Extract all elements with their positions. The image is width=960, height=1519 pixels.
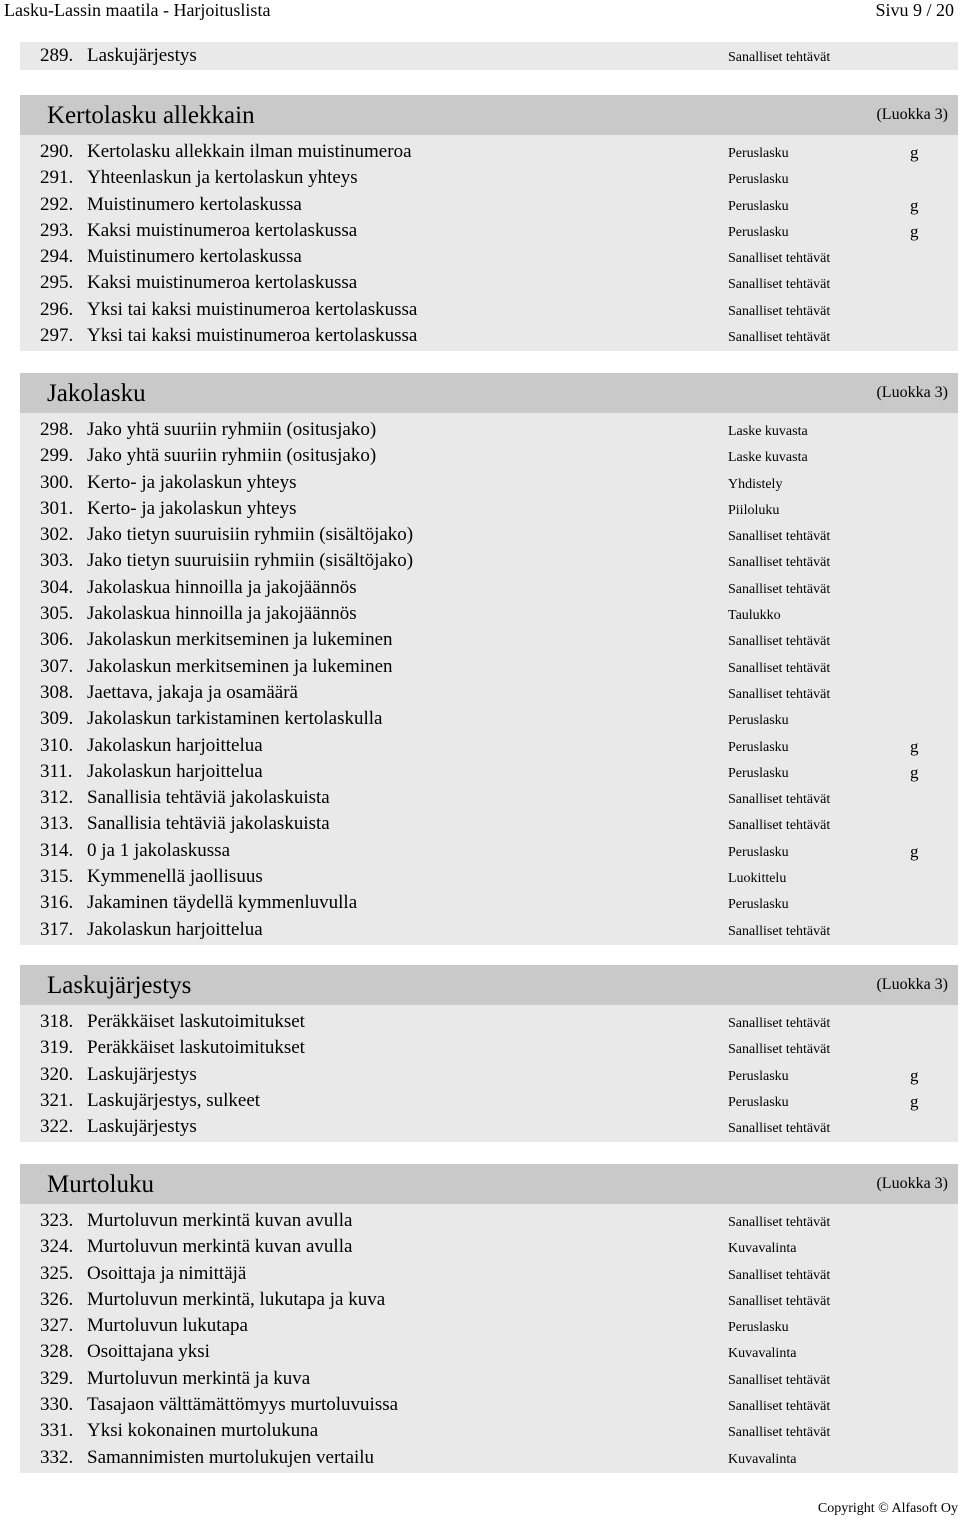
exercise-type: Sanalliset tehtävät [728, 1372, 831, 1388]
exercise-row[interactable] [20, 1287, 958, 1313]
exercise-number: 295. [40, 272, 74, 294]
exercise-number: 292. [40, 193, 74, 215]
exercise-row[interactable] [20, 917, 958, 943]
exercise-row[interactable] [20, 496, 958, 522]
page-header [0, 0, 960, 26]
exercise-type: Peruslasku [728, 739, 789, 755]
exercise-row[interactable] [20, 1035, 958, 1061]
exercise-number: 309. [40, 708, 74, 730]
exercise-row[interactable] [20, 654, 958, 680]
exercise-number: 294. [40, 246, 74, 268]
section-title: Kertolasku allekkain [47, 102, 255, 129]
exercise-name: Jakaminen täydellä kymmenluvulla [87, 892, 358, 914]
exercise-type: Peruslasku [728, 713, 789, 729]
exercise-row[interactable] [20, 1366, 958, 1392]
exercise-number: 298. [40, 419, 74, 440]
game-marker: g [910, 1065, 919, 1085]
exercise-name: Kaksi muistinumeroa kertolaskussa [87, 272, 358, 294]
exercise-name: Kymmenellä jaollisuus [87, 866, 263, 888]
exercise-name: Sanallisia tehtäviä jakolaskuista [87, 813, 330, 835]
exercise-name: Laskujärjestys [87, 1063, 197, 1085]
section-header [20, 373, 958, 413]
exercise-name: Peräkkäiset laskutoimitukset [87, 1037, 305, 1059]
section-body [20, 135, 958, 351]
exercise-name: Jakolaskun merkitseminen ja lukeminen [87, 655, 393, 677]
exercise-type: Sanalliset tehtävät [728, 792, 831, 808]
exercise-number: 304. [40, 576, 74, 598]
exercise-type: Sanalliset tehtävät [728, 1215, 831, 1230]
section-header [20, 1164, 958, 1204]
exercise-number: 293. [40, 219, 74, 241]
exercise-number: 316. [40, 892, 74, 914]
exercise-number: 320. [40, 1063, 74, 1085]
exercise-number: 319. [40, 1037, 74, 1059]
exercise-name: Jaettava, jakaja ja osamäärä [87, 681, 298, 703]
exercise-name: Laskujärjestys [87, 45, 197, 66]
exercise-row[interactable] [20, 575, 958, 601]
exercise-number: 324. [40, 1236, 74, 1258]
exercise-row[interactable] [20, 890, 958, 916]
game-marker: g [910, 1091, 919, 1111]
game-marker: g [910, 762, 919, 782]
exercise-number: 308. [40, 681, 74, 703]
exercise-type: Luokittelu [728, 871, 787, 887]
exercise-type: Peruslasku [728, 172, 789, 188]
exercise-number: 314. [40, 839, 74, 861]
section-grade: (Luokka 3) [876, 384, 948, 401]
exercise-name: Yhteenlaskun ja kertolaskun yhteys [87, 167, 358, 189]
exercise-row[interactable] [20, 139, 958, 165]
exercise-row[interactable] [20, 192, 958, 218]
exercise-number: 305. [40, 603, 74, 625]
game-marker: g [910, 841, 919, 861]
copyright: Copyright © Alfasoft Oy [817, 1501, 958, 1516]
exercise-type: Sanalliset tehtävät [728, 1425, 831, 1441]
exercise-number: 329. [40, 1367, 74, 1389]
section-body [20, 1005, 958, 1142]
exercise-number: 313. [40, 813, 74, 835]
exercise-row[interactable] [20, 244, 958, 270]
exercise-type: Sanalliset tehtävät [728, 923, 831, 939]
exercise-row[interactable] [20, 811, 958, 837]
exercise-row[interactable] [20, 627, 958, 653]
exercise-type: Peruslasku [728, 1320, 789, 1336]
section [20, 95, 958, 351]
exercise-type: Kuvavalinta [728, 1451, 797, 1467]
exercise-name: Jakolaskun tarkistaminen kertolaskulla [87, 708, 383, 730]
exercise-type: Sanalliset tehtävät [728, 686, 831, 702]
exercise-name: Peräkkäiset laskutoimitukset [87, 1011, 305, 1032]
exercise-type: Sanalliset tehtävät [728, 277, 831, 293]
exercise-type: Sanalliset tehtävät [728, 330, 831, 346]
exercise-type: Peruslasku [728, 1068, 789, 1084]
exercise-row[interactable] [20, 417, 958, 443]
exercise-type: Laske kuvasta [728, 424, 808, 439]
exercise-number: 300. [40, 471, 74, 493]
exercise-row[interactable] [20, 42, 958, 70]
exercise-name: Jakolaskua hinnoilla ja jakojäännös [87, 603, 357, 625]
exercise-name: Murtoluvun merkintä kuvan avulla [87, 1210, 353, 1231]
exercise-number: 327. [40, 1315, 74, 1337]
exercise-number: 332. [40, 1446, 74, 1468]
exercise-name: Laskujärjestys, sulkeet [87, 1089, 261, 1111]
exercise-type: Sanalliset tehtävät [728, 1016, 831, 1031]
exercise-row[interactable] [20, 733, 958, 759]
exercise-number: 302. [40, 524, 74, 546]
exercise-type: Sanalliset tehtävät [728, 251, 831, 267]
exercise-row[interactable] [20, 297, 958, 323]
exercise-row[interactable] [20, 680, 958, 706]
exercise-type: Piiloluku [728, 502, 780, 518]
exercise-type: Sanalliset tehtävät [728, 529, 831, 545]
exercise-number: 322. [40, 1116, 74, 1138]
section-body [20, 413, 958, 945]
exercise-type: Peruslasku [728, 844, 789, 860]
exercise-number: 323. [40, 1210, 74, 1231]
exercise-type: Yhdistely [728, 476, 783, 492]
exercise-number: 312. [40, 787, 74, 809]
exercise-number: 307. [40, 655, 74, 677]
exercise-name: Samannimisten murtolukujen vertailu [87, 1446, 375, 1468]
exercise-type: Peruslasku [728, 198, 789, 214]
document-title: Lasku-Lassin maatila - Harjoituslista [4, 0, 271, 20]
exercise-row[interactable] [20, 1418, 958, 1444]
exercise-type: Sanalliset tehtävät [728, 818, 831, 834]
exercise-name: Yksi tai kaksi muistinumeroa kertolaskussa [87, 298, 418, 320]
exercise-number: 306. [40, 629, 74, 651]
exercise-type: Kuvavalinta [728, 1346, 797, 1362]
exercise-row[interactable] [20, 323, 958, 349]
exercise-number: 290. [40, 141, 74, 162]
section-title: Jakolasku [47, 380, 146, 407]
exercise-name: Laskujärjestys [87, 1116, 197, 1138]
exercise-number: 330. [40, 1394, 74, 1416]
exercise-type: Sanalliset tehtävät [728, 660, 831, 676]
exercise-row[interactable] [20, 706, 958, 732]
exercise-type: Sanalliset tehtävät [728, 1399, 831, 1415]
exercise-number: 331. [40, 1420, 74, 1442]
exercise-number: 296. [40, 298, 74, 320]
exercise-number: 310. [40, 734, 74, 756]
section-grade: (Luokka 3) [876, 1175, 948, 1192]
exercise-type: Sanalliset tehtävät [728, 1042, 831, 1058]
exercise-type: Peruslasku [728, 146, 789, 161]
exercise-name: Muistinumero kertolaskussa [87, 193, 302, 215]
exercise-row[interactable] [20, 443, 958, 469]
section-title: Laskujärjestys [47, 972, 192, 999]
exercise-name: Jakolaskun harjoittelua [87, 760, 263, 782]
exercise-type: Taulukko [728, 608, 781, 624]
exercise-name: Murtoluvun lukutapa [87, 1315, 248, 1337]
exercise-row[interactable] [20, 601, 958, 627]
exercise-row[interactable] [20, 1088, 958, 1114]
exercise-row[interactable] [20, 864, 958, 890]
section-body [20, 1204, 958, 1473]
exercise-type: Sanalliset tehtävät [728, 303, 831, 319]
exercise-row[interactable] [20, 1234, 958, 1260]
exercise-number: 301. [40, 497, 74, 519]
exercise-row[interactable] [20, 759, 958, 785]
exercise-number: 303. [40, 550, 74, 572]
exercise-row[interactable] [20, 1114, 958, 1140]
exercise-type: Sanalliset tehtävät [728, 555, 831, 571]
exercise-row[interactable] [20, 1445, 958, 1471]
exercise-name: Muistinumero kertolaskussa [87, 246, 302, 268]
exercise-type: Peruslasku [728, 765, 789, 781]
exercise-name: Jako yhtä suuriin ryhmiin (ositusjako) [87, 445, 377, 467]
exercise-name: Yksi tai kaksi muistinumeroa kertolaskussa [87, 325, 418, 347]
exercise-name: Osoittajana yksi [87, 1341, 210, 1363]
exercise-name: Kerto- ja jakolaskun yhteys [87, 497, 297, 519]
exercise-name: Jako tietyn suuruisiin ryhmiin (sisältöjako) [87, 524, 414, 546]
exercise-number: 299. [40, 445, 74, 467]
exercise-type: Peruslasku [728, 1094, 789, 1110]
exercise-type: Sanalliset tehtävät [728, 634, 831, 650]
section [20, 965, 958, 1142]
exercise-name: Murtoluvun merkintä ja kuva [87, 1367, 311, 1389]
exercise-number: 317. [40, 918, 74, 940]
exercise-name: Jako yhtä suuriin ryhmiin (ositusjako) [87, 419, 377, 440]
section-grade: (Luokka 3) [876, 106, 948, 123]
exercise-name: Jakolaskua hinnoilla ja jakojäännös [87, 576, 357, 598]
exercise-number: 321. [40, 1089, 74, 1111]
exercise-name: Jako tietyn suuruisiin ryhmiin (sisältöjako) [87, 550, 414, 572]
exercise-row[interactable] [20, 1062, 958, 1088]
exercise-row[interactable] [20, 470, 958, 496]
exercise-name: Tasajaon välttämättömyys murtoluvuissa [87, 1394, 399, 1416]
exercise-row[interactable] [20, 785, 958, 811]
exercise-name: Jakolaskun merkitseminen ja lukeminen [87, 629, 393, 651]
continued-section [20, 42, 958, 70]
exercise-row[interactable] [20, 1009, 958, 1035]
exercise-number: 315. [40, 866, 74, 888]
exercise-number: 328. [40, 1341, 74, 1363]
exercise-row[interactable] [20, 548, 958, 574]
exercise-row[interactable] [20, 1392, 958, 1418]
game-marker: g [910, 221, 919, 241]
exercise-type: Sanalliset tehtävät [728, 581, 831, 597]
exercise-number: 289. [40, 45, 74, 66]
game-marker: g [910, 143, 919, 162]
exercise-row[interactable] [20, 838, 958, 864]
exercise-name: Kerto- ja jakolaskun yhteys [87, 471, 297, 493]
exercise-name: Kertolasku allekkain ilman muistinumeroa [87, 141, 412, 162]
exercise-number: 326. [40, 1288, 74, 1310]
exercise-name: Murtoluvun merkintä kuvan avulla [87, 1236, 353, 1258]
exercise-number: 325. [40, 1262, 74, 1284]
exercise-type: Peruslasku [728, 224, 789, 240]
exercise-name: Osoittaja ja nimittäjä [87, 1262, 247, 1284]
exercise-number: 318. [40, 1011, 74, 1032]
section-grade: (Luokka 3) [876, 976, 948, 993]
exercise-name: Yksi kokonainen murtolukuna [87, 1420, 319, 1442]
exercise-row[interactable] [20, 165, 958, 191]
exercise-type: Sanalliset tehtävät [728, 1267, 831, 1283]
exercise-row[interactable] [20, 270, 958, 296]
exercise-type: Peruslasku [728, 897, 789, 913]
exercise-number: 291. [40, 167, 74, 189]
section-header [20, 95, 958, 135]
page-number: Sivu 9 / 20 [875, 0, 954, 20]
exercise-row[interactable] [20, 1339, 958, 1365]
exercise-type: Sanalliset tehtävät [728, 1293, 831, 1309]
exercise-type: Sanalliset tehtävät [728, 1121, 831, 1137]
exercise-name: Jakolaskun harjoittelua [87, 734, 263, 756]
exercise-row[interactable] [20, 1313, 958, 1339]
exercise-type: Laske kuvasta [728, 450, 808, 466]
exercise-row[interactable] [20, 1261, 958, 1287]
exercise-row[interactable] [20, 1208, 958, 1234]
exercise-row[interactable] [20, 218, 958, 244]
exercise-name: 0 ja 1 jakolaskussa [87, 839, 231, 861]
exercise-name: Sanallisia tehtäviä jakolaskuista [87, 787, 330, 809]
exercise-row[interactable] [20, 522, 958, 548]
game-marker: g [910, 736, 919, 756]
section-header [20, 965, 958, 1005]
exercise-type: Sanalliset tehtävät [728, 50, 831, 65]
exercise-name: Jakolaskun harjoittelua [87, 918, 263, 940]
exercise-name: Murtoluvun merkintä, lukutapa ja kuva [87, 1288, 386, 1310]
exercise-number: 311. [40, 760, 73, 782]
exercise-number: 297. [40, 325, 74, 347]
game-marker: g [910, 195, 919, 215]
section [20, 1164, 958, 1473]
section [20, 373, 958, 945]
exercise-type: Kuvavalinta [728, 1241, 797, 1257]
section-title: Murtoluku [47, 1171, 154, 1198]
exercise-name: Kaksi muistinumeroa kertolaskussa [87, 219, 358, 241]
